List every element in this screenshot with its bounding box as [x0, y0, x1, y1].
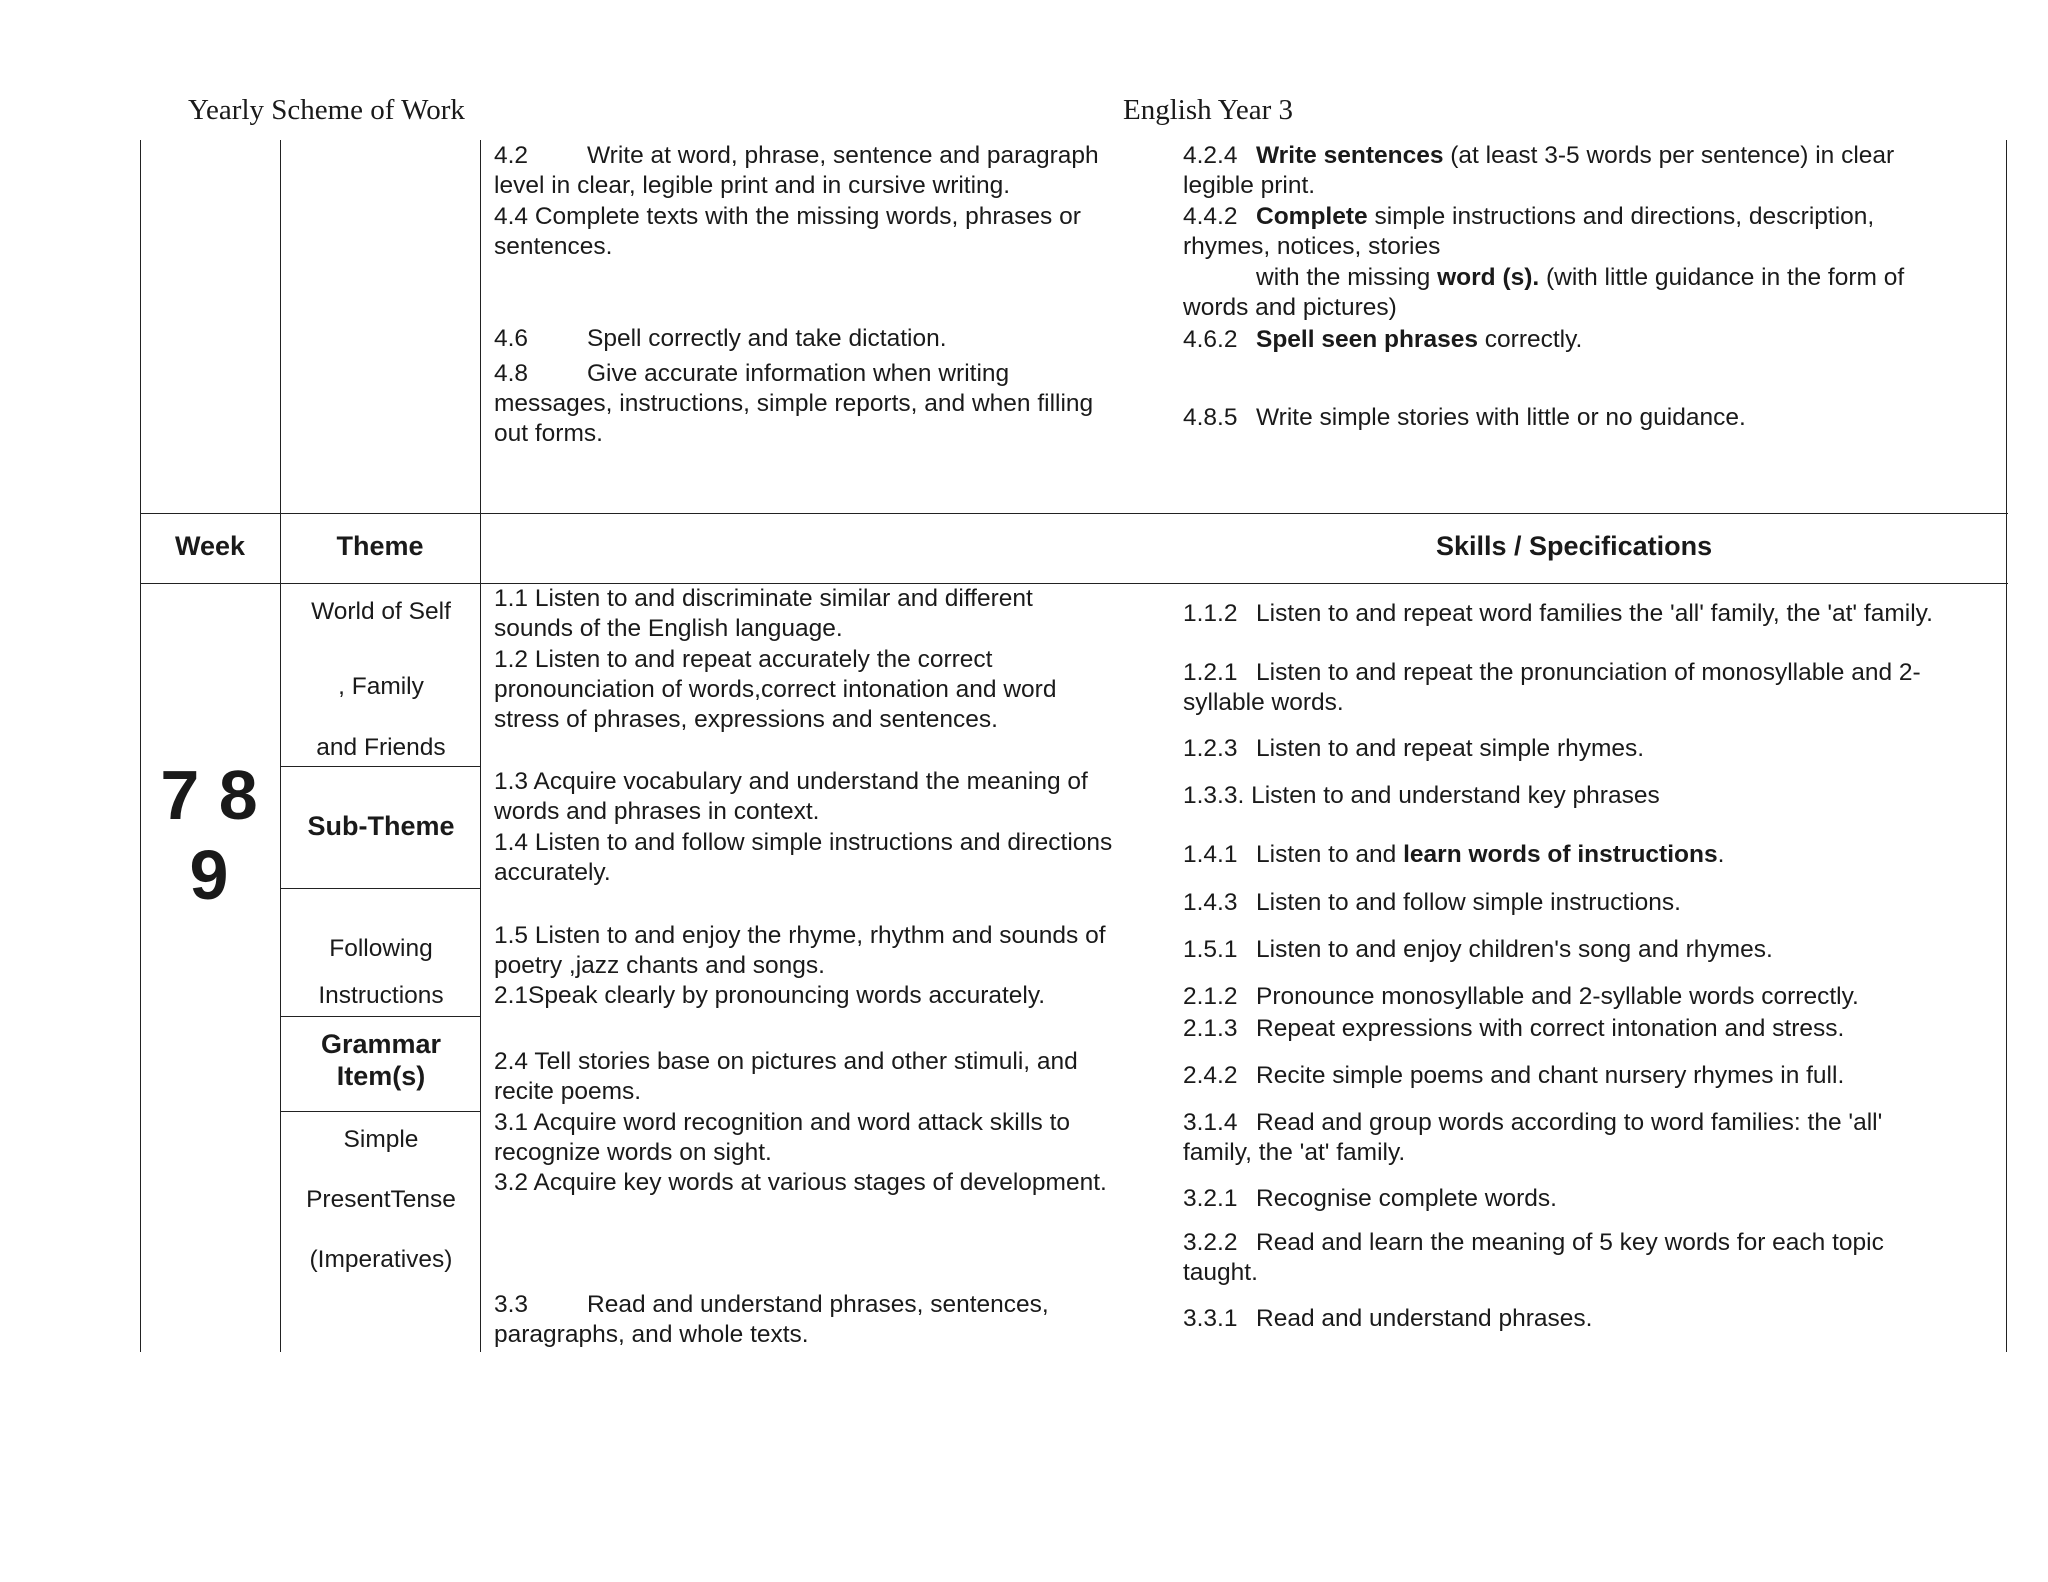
spec-4-8-5: 4.8.5 Write simple stories with little or no guidance.: [1183, 404, 1746, 431]
standard-1-4: 1.4 Listen to and follow simple instructions and directions: [494, 829, 1113, 856]
spec-1-1-2: 1.1.2 Listen to and repeat word families the 'all' family, the 'at' family.: [1183, 600, 1933, 627]
standard-1-2-cont2: stress of phrases, expressions and sentences.: [494, 706, 998, 733]
table-divider-theme: [480, 140, 481, 1352]
spec-1-5-1: 1.5.1 Listen to and enjoy children's song and rhymes.: [1183, 936, 1773, 963]
spec-4-2-4: 4.2.4 Write sentences (at least 3-5 words per sentence) in clear: [1183, 142, 1895, 169]
theme-line-1: World of Self: [311, 598, 451, 625]
sub-theme-label: Sub-Theme: [307, 811, 455, 841]
theme-divider-3: [280, 1016, 481, 1017]
standard-3-3: 3.3 Read and understand phrases, sentences,: [494, 1291, 1049, 1318]
theme-divider-4: [280, 1111, 481, 1112]
theme-divider-1: [280, 766, 481, 767]
standard-2-4-cont: recite poems.: [494, 1078, 642, 1105]
standard-1-3: 1.3 Acquire vocabulary and understand the meaning of: [494, 768, 1088, 795]
standard-1-2: 1.2 Listen to and repeat accurately the correct: [494, 646, 993, 673]
standard-1-5: 1.5 Listen to and enjoy the rhyme, rhythm and sounds of: [494, 922, 1106, 949]
table-header-bottom-line: [140, 583, 2008, 584]
standard-3-2: 3.2 Acquire key words at various stages of development.: [494, 1169, 1107, 1196]
grammar-label-line-2: Item(s): [336, 1061, 426, 1091]
theme-line-2: , Family: [338, 673, 424, 700]
column-header-skills: Skills / Specifications: [1436, 531, 1713, 561]
grammar-line-1: Simple: [343, 1126, 419, 1153]
standard-1-1-cont: sounds of the English language.: [494, 615, 843, 642]
spec-2-1-2: 2.1.2 Pronounce monosyllable and 2-syllable words correctly.: [1183, 983, 1859, 1010]
table-border-right: [2006, 140, 2007, 1352]
spec-3-3-1: 3.3.1 Read and understand phrases.: [1183, 1305, 1593, 1332]
standard-4-4: 4.4 Complete texts with the missing words, phrases or: [494, 203, 1081, 230]
standard-4-8-cont: messages, instructions, simple reports, and when filling: [494, 390, 1094, 417]
theme-divider-2: [280, 888, 481, 889]
grammar-line-2: PresentTense: [306, 1186, 456, 1213]
spec-2-4-2: 2.4.2 Recite simple poems and chant nursery rhymes in full.: [1183, 1062, 1845, 1089]
standard-1-4-cont: accurately.: [494, 859, 611, 886]
table-divider-week: [280, 140, 281, 1352]
table-header-top-line: [140, 513, 2008, 514]
standard-4-4-cont: sentences.: [494, 233, 613, 260]
standard-2-1: 2.1Speak clearly by pronouncing words accurately.: [494, 982, 1046, 1009]
standard-3-1-cont: recognize words on sight.: [494, 1139, 772, 1166]
spec-1-3-3: 1.3.3. Listen to and understand key phrases: [1183, 782, 1660, 809]
week-number-line1: 7 8: [160, 756, 258, 834]
spec-1-2-1-cont: syllable words.: [1183, 689, 1344, 716]
standard-4-2-cont: level in clear, legible print and in cursive writing.: [494, 172, 1011, 199]
standard-1-3-cont: words and phrases in context.: [494, 798, 820, 825]
grammar-line-3: (Imperatives): [309, 1246, 453, 1273]
table-border-left: [140, 140, 141, 1352]
column-header-theme: Theme: [336, 531, 424, 561]
standard-1-1: 1.1 Listen to and discriminate similar and different: [494, 585, 1033, 612]
standard-4-8-cont2: out forms.: [494, 420, 603, 447]
standard-1-2-cont: pronounciation of words,correct intonation and word: [494, 676, 1057, 703]
spec-3-1-4-cont: family, the 'at' family.: [1183, 1139, 1406, 1166]
spec-4-4-2: 4.4.2 Complete simple instructions and directions, description,: [1183, 203, 1875, 230]
spec-3-2-2: 3.2.2 Read and learn the meaning of 5 key words for each topic: [1183, 1229, 1884, 1256]
spec-3-1-4: 3.1.4 Read and group words according to word families: the 'all': [1183, 1109, 1883, 1136]
spec-1-2-1: 1.2.1 Listen to and repeat the pronunciation of monosyllable and 2-: [1183, 659, 1921, 686]
standard-3-1: 3.1 Acquire word recognition and word attack skills to: [494, 1109, 1071, 1136]
spec-4-4-2-cont: rhymes, notices, stories: [1183, 233, 1441, 260]
page-header-right: English Year 3: [1123, 94, 1293, 126]
spec-4-2-4-cont: legible print.: [1183, 172, 1316, 199]
standard-1-5-cont: poetry ,jazz chants and songs.: [494, 952, 825, 979]
sub-theme-line-1: Following: [329, 935, 433, 962]
spec-1-4-3: 1.4.3 Listen to and follow simple instructions.: [1183, 889, 1681, 916]
standard-4-6: 4.6 Spell correctly and take dictation.: [494, 325, 947, 352]
standard-4-2: 4.2 Write at word, phrase, sentence and paragraph: [494, 142, 1099, 169]
theme-line-3: and Friends: [316, 734, 446, 761]
standard-2-4: 2.4 Tell stories base on pictures and other stimuli, and: [494, 1048, 1078, 1075]
spec-4-6-2: 4.6.2 Spell seen phrases correctly.: [1183, 326, 1583, 353]
spec-4-4-2-cont2: with the missing word (s). (with little guidance in the form of: [1256, 264, 1905, 291]
sub-theme-line-2: Instructions: [318, 982, 444, 1009]
week-number: [142, 755, 276, 915]
standard-3-3-cont: paragraphs, and whole texts.: [494, 1321, 809, 1348]
week-number-line2: 9: [189, 836, 229, 914]
spec-1-2-3: 1.2.3 Listen to and repeat simple rhymes.: [1183, 735, 1645, 762]
column-header-week: Week: [174, 531, 246, 561]
spec-3-2-2-cont: taught.: [1183, 1259, 1258, 1286]
standard-4-8: 4.8 Give accurate information when writing: [494, 360, 1010, 387]
grammar-label-line-1: Grammar: [320, 1029, 442, 1059]
spec-1-4-1: 1.4.1 Listen to and learn words of instructions.: [1183, 841, 1725, 868]
page-header-left: Yearly Scheme of Work: [188, 94, 465, 126]
spec-4-4-2-cont3: words and pictures): [1183, 294, 1397, 321]
spec-3-2-1: 3.2.1 Recognise complete words.: [1183, 1185, 1557, 1212]
spec-2-1-3: 2.1.3 Repeat expressions with correct intonation and stress.: [1183, 1015, 1845, 1042]
